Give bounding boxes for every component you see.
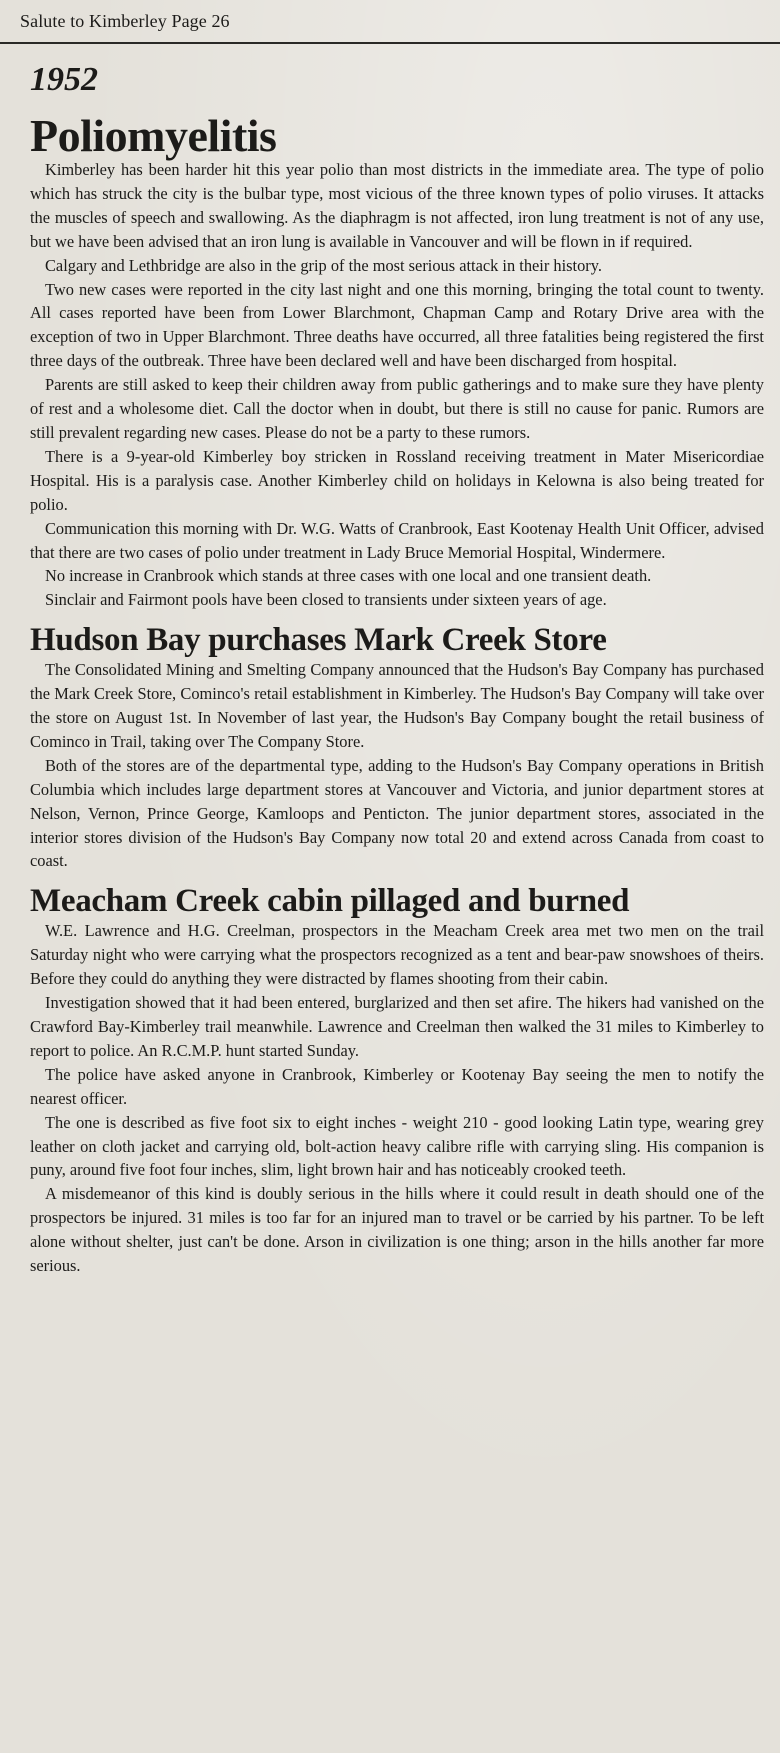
article-paragraph: Communication this morning with Dr. W.G. Watts of Cranbrook, East Kootenay Health Unit Officer, advised that there are two cases of polio under treatment in Lady Bruce Memorial Hospital, Windermere. bbox=[30, 518, 764, 562]
article-paragraph: No increase in Cranbrook which stands at three cases with one local and one transient death. bbox=[45, 566, 652, 586]
article-paragraph: Calgary and Lethbridge are also in the grip of the most serious attack in their history. bbox=[45, 255, 602, 275]
article-paragraph: The police have asked anyone in Cranbrook, Kimberley or Kootenay Bay seeing the men to notify the nearest officer. bbox=[30, 1064, 764, 1108]
article-headline: Hudson Bay purchases Mark Creek Store bbox=[30, 622, 607, 659]
article-hudson-bay bbox=[30, 622, 766, 873]
article-polio bbox=[30, 110, 766, 612]
article-paragraph: Parents are still asked to keep their children away from public gatherings and to make sure they have plenty of rest and a wholesome diet. Call the doctor when in doubt, but there is still no cause for panic. Rumors are still prevalent regarding new cases. Please do not be a party to these rumors. bbox=[30, 375, 764, 442]
article-paragraph: Two new cases were reported in the city last night and one this morning, bringing the total count to twenty. All cases reported have been from Lower Blarchmont, Chapman Camp and Rotary Drive area with the exception of two in Upper Blarchmont. Three deaths have occurred, all three fatalities being registered the first three days of the outbreak. Three have been declared well and have been discharged from hospital. bbox=[30, 279, 764, 371]
page-header bbox=[0, 0, 780, 44]
article-paragraph: There is a 9-year-old Kimberley boy stricken in Rossland receiving treatment in Mater Misericordiae Hospital. His is a paralysis case. Another Kimberley child on holidays in Kelowna is also being treated for polio. bbox=[30, 446, 764, 514]
article-paragraph: Kimberley has been harder hit this year polio than most districts in the immediate area. The type of polio which has struck the city is the bulbar type, most vicious of the three known types of polio viruses. It attacks the muscles of speech and swallowing. As the diaphragm is not affected, iron lung treatment is not of any use, but we have been advised that an iron lung is available in Vancouver and will be flown in if required. bbox=[30, 160, 764, 251]
article-paragraph: W.E. Lawrence and H.G. Creelman, prospectors in the Meacham Creek area met two men on the trail Saturday night who were carrying what the prospectors recognized as a tent and bear-paw snowshoes of theirs. Before they could do anything they were distracted by flames shooting from their cabin. bbox=[30, 921, 764, 989]
year-heading: 1952 bbox=[30, 61, 98, 98]
article-headline: Meacham Creek cabin pillaged and burned bbox=[30, 883, 630, 920]
article-paragraph: The Consolidated Mining and Smelting Company announced that the Hudson's Bay Company has purchased the Mark Creek Store, Cominco's retail establishment in Kimberley. The Hudson's Bay Company will take over the store on August 1st. In November of last year, the Hudson's Bay Company bought the retail business of Cominco in Trail, taking over The Company Store. bbox=[30, 660, 764, 751]
article-paragraph: A misdemeanor of this kind is doubly serious in the hills where it could result in death should one of the prospectors be injured. 31 miles is too far for an injured man to travel or be carried by his partner. To be left alone without shelter, just can't be done. Arson in civilization is one thing; arson in the hills another far more serious. bbox=[30, 1184, 764, 1276]
article-paragraph: The one is described as five foot six to eight inches - weight 210 - good looking Latin type, wearing grey leather on cloth jacket and carrying old, bolt-action heavy calibre rifle with carrying sling. His companion is puny, around five foot four inches, slim, light brown hair and has noticeably crooked teeth. bbox=[30, 1112, 764, 1180]
article-paragraph: Investigation showed that it had been entered, burglarized and then set afire. The hikers had vanished on the Crawford Bay-Kimberley trail meanwhile. Lawrence and Creelman then walked the 31 miles to Kimberley to report to police. An R.C.M.P. hunt started Sunday. bbox=[30, 993, 764, 1060]
article-meacham-creek bbox=[30, 883, 766, 1278]
page-header-text: Salute to Kimberley Page 26 bbox=[20, 10, 230, 31]
article-paragraph: Sinclair and Fairmont pools have been closed to transients under sixteen years of age. bbox=[45, 590, 607, 610]
article-paragraph: Both of the stores are of the departmental type, adding to the Hudson's Bay Company operations in British Columbia which includes large department stores at Vancouver and Victoria, and junior department stores at Nelson, Vernon, Prince George, Kamloops and Penticton. The junior department stores, associated in the interior stores division of the Hudson's Bay Company now total 20 and extend across Canada from coast to coast. bbox=[30, 755, 764, 871]
article-headline: Poliomyelitis bbox=[30, 110, 277, 161]
